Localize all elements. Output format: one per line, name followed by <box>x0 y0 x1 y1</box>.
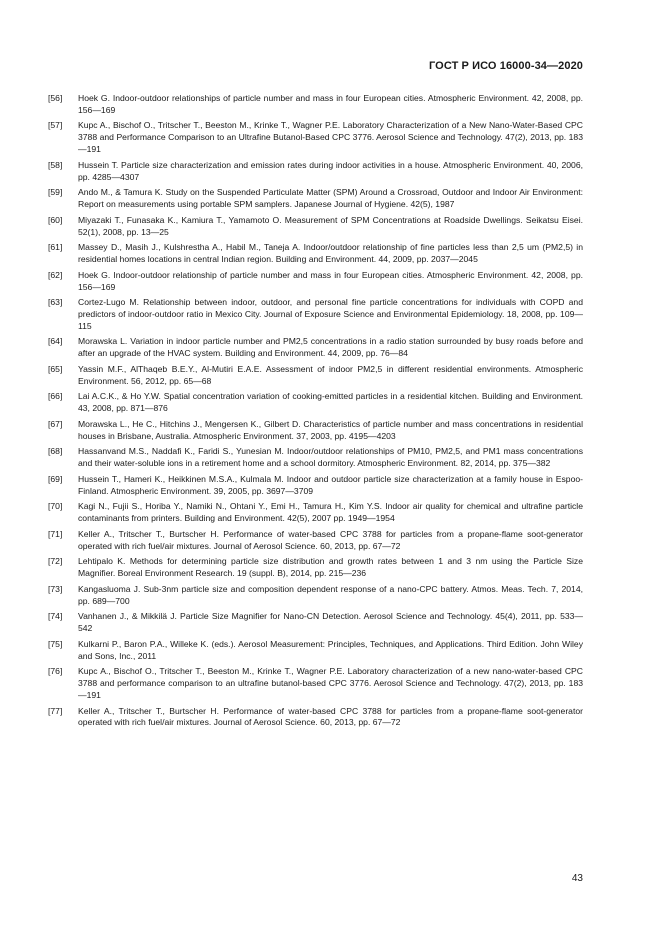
reference-text: Massey D., Masih J., Kulshrestha A., Habil M., Taneja A. Indoor/outdoor relationship of fine particles less than 2,5 um (PM2,5) in residential homes locations in central Indian region. Building and Environment. 44, 2009, pp. 2037—2045 <box>78 242 583 265</box>
reference-number: [63] <box>48 297 63 308</box>
reference-number: [69] <box>48 473 63 484</box>
reference-text: Yassin M.F., AlThaqeb B.E.Y., Al-Mutiri E.A.E. Assessment of indoor PM2,5 in different residential environments. Atmospheric Environment. 56, 2012, pp. 65—68 <box>78 363 583 386</box>
reference-text: Lehtipalo K. Methods for determining particle size distribution and growth rates between 1 and 3 nm using the Particle Size Magnifier. Boreal Environment Research. 19 (suppl. B), 2014, pp. 215—236 <box>78 556 583 579</box>
reference-text: Hussein T., Hameri K., Heikkinen M.S.A., Kulmala M. Indoor and outdoor particle size characterization at a family house in Espoo-Finland. Atmospheric Environment. 39, 2005, pp. 3697—3709 <box>78 473 583 496</box>
reference-item <box>48 242 583 266</box>
reference-number: [65] <box>48 363 63 374</box>
reference-text: Hassanvand M.S., Naddafi K., Faridi S., Yunesian M. Indoor/outdoor relationships of PM10, PM2,5, and PM1 mass concentrations and their water-soluble ions in a retirement home and a school dormitory. Atmospheric Environment. 82, 2014, pp. 375—382 <box>78 446 583 469</box>
reference-item <box>48 556 583 580</box>
reference-number: [57] <box>48 120 63 131</box>
reference-text: Kupc A., Bischof O., Tritscher T., Beeston M., Krinke T., Wagner P.E. Laboratory Characterization of a New Nano-Water-Based CPC 3788 and Performance Comparison to an Ultrafine Butanol-Based CPC 3776. Aerosol Science and Technology. 47(2), 2013, pp. 183—191 <box>78 120 583 155</box>
reference-number: [74] <box>48 611 63 622</box>
reference-item <box>48 364 583 388</box>
reference-item <box>48 611 583 635</box>
reference-item <box>48 706 583 730</box>
reference-number: [61] <box>48 242 63 253</box>
reference-number: [58] <box>48 159 63 170</box>
reference-number: [62] <box>48 269 63 280</box>
reference-item <box>48 501 583 525</box>
reference-number: [75] <box>48 638 63 649</box>
reference-text: Kulkarni P., Baron P.A., Willeke K. (eds.). Aerosol Measurement: Principles, Techniques, and Applications. Third Edition. John Wiley and Sons, Inc., 2011 <box>78 638 583 661</box>
reference-number: [64] <box>48 336 63 347</box>
reference-item <box>48 93 583 117</box>
reference-item <box>48 639 583 663</box>
reference-text: Lai A.C.K., & Ho Y.W. Spatial concentration variation of cooking-emitted particles in a residential kitchen. Building and Environment. 43, 2008, pp. 871—876 <box>78 391 583 414</box>
reference-number: [67] <box>48 418 63 429</box>
reference-text: Keller A., Tritscher T., Burtscher H. Performance of water-based CPC 3788 for particles from a propane-flame soot-generator operated with rich fuel/air mixtures. Journal of Aerosol Science. 60, 2013, pp. 67—72 <box>78 705 583 728</box>
reference-text: Kangasluoma J. Sub-3nm particle size and composition dependent response of a nano-CPC battery. Atmos. Meas. Tech. 7, 2014, pp. 689—700 <box>78 583 583 606</box>
reference-item <box>48 666 583 701</box>
reference-item <box>48 419 583 443</box>
reference-number: [71] <box>48 528 63 539</box>
page-number: 43 <box>571 873 583 884</box>
reference-item <box>48 474 583 498</box>
reference-item <box>48 391 583 415</box>
reference-item <box>48 336 583 360</box>
reference-text: Vanhanen J., & Mikkilä J. Particle Size Magnifier for Nano-CN Detection. Aerosol Science and Technology. 45(4), 2011, pp. 533—542 <box>78 611 583 634</box>
reference-number: [60] <box>48 214 63 225</box>
reference-number: [76] <box>48 666 63 677</box>
reference-number: [77] <box>48 705 63 716</box>
reference-number: [70] <box>48 501 63 512</box>
reference-text: Morawska L. Variation in indoor particle number and PM2,5 concentrations in a radio station surrounded by busy roads before and after an upgrade of the HVAC system. Building and Environment. 44, 2009, pp. 76—84 <box>78 336 583 359</box>
reference-text: Kupc A., Bischof O., Tritscher T., Beeston M., Krinke T., Wagner P.E. Laboratory characterization of a new nano-water-based CPC 3788 and performance comparison to an ultrafine butanol-based CPC 3776. Aerosol Science and Technology. 47(2), 2013, pp. 183—191 <box>78 666 583 700</box>
reference-number: [66] <box>48 391 63 402</box>
reference-text: Hoek G. Indoor-outdoor relationship of particle number and mass in four European cities. Atmospheric Environment. 42, 2008, pp. 156—169 <box>78 269 583 292</box>
reference-text: Cortez-Lugo M. Relationship between indoor, outdoor, and personal fine particle concentrations for individuals with COPD and predictors of indoor-outdoor ratio in Mexico City. Journal of Exposure Science and Environmental Epidemiology. 18, 2008, pp. 109—115 <box>78 297 583 331</box>
reference-text: Kagi N., Fujii S., Horiba Y., Namiki N., Ohtani Y., Emi H., Tamura H., Kim Y.S. Indoor air quality for chemical and ultrafine particle contaminants from printers. Building and Environment. 42(5), 2007 pp. 1949—1954 <box>78 501 583 524</box>
reference-text: Morawska L., He C., Hitchins J., Mengersen K., Gilbert D. Characteristics of particle number and mass concentrations in residential houses in Brisbane, Australia. Atmospheric Environment. 37, 2003, pp. 4195—4203 <box>78 418 583 441</box>
reference-text: Hussein T. Particle size characterization and emission rates during indoor activities in a house. Atmospheric Environment. 40, 2006, pp. 4285—4307 <box>78 159 583 182</box>
standard-header: ГОСТ Р ИСО 16000-34—2020 <box>428 60 583 72</box>
reference-item <box>48 297 583 332</box>
reference-text: Keller A., Tritscher T., Burtscher H. Performance of water-based CPC 3788 for particles from a propane-flame soot-generator operated with rich fuel/air mixtures. Journal of Aerosol Science. 60, 2013, pp. 67—72 <box>78 528 583 551</box>
reference-number: [59] <box>48 187 63 198</box>
reference-number: [72] <box>48 556 63 567</box>
reference-item <box>48 529 583 553</box>
reference-text: Miyazaki T., Funasaka K., Kamiura T., Yamamoto O. Measurement of SPM Concentrations at Roadside Dwellings. Seikatsu Eisei. 52(1), 2008, pp. 13—25 <box>78 214 583 237</box>
reference-number: [56] <box>48 93 63 103</box>
reference-item <box>48 446 583 470</box>
reference-number: [68] <box>48 446 63 457</box>
reference-item <box>48 120 583 155</box>
reference-item <box>48 215 583 239</box>
reference-item <box>48 187 583 211</box>
reference-item <box>48 270 583 294</box>
reference-number: [73] <box>48 583 63 594</box>
reference-text: Hoek G. Indoor-outdoor relationships of particle number and mass in four European cities. Atmospheric Environment. 42, 2008, pp. 156—169 <box>78 93 583 115</box>
reference-item <box>48 160 583 184</box>
reference-text: Ando M., & Tamura K. Study on the Suspended Particulate Matter (SPM) Around a Crossroad, Outdoor and Indoor Air Environment: Report on measurements using portable SPM samplers. Japanese Journal of Hygiene. 42(5), 1987 <box>78 187 583 210</box>
references-list <box>48 93 583 733</box>
reference-item <box>48 584 583 608</box>
